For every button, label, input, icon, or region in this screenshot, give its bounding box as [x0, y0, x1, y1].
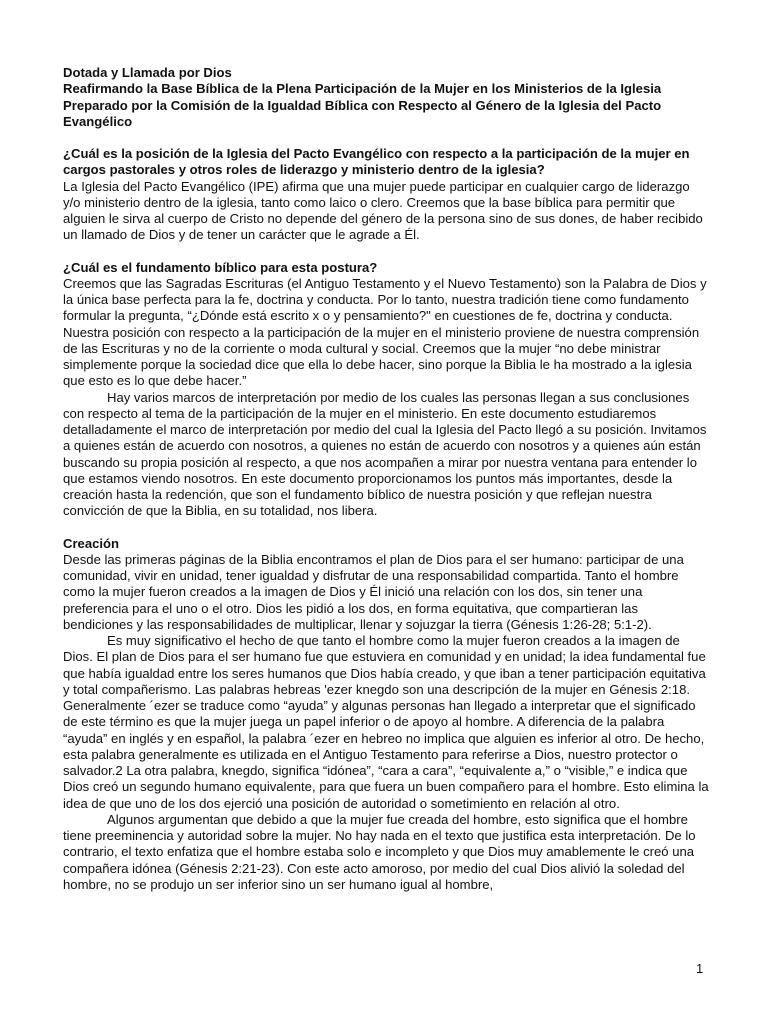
paragraph-biblical-basis-1: Creemos que las Sagradas Escrituras (el Antiguo Testamento y el Nuevo Testamento) son la Palabra de Dios y la única base perfecta para la fe, doctrina y conducta. Por lo tanto, nuestra tradición tiene como fundamento formular la pregunta, “¿Dónde está escrito x o y pensamiento?" en cuestiones de fe, doctrina y conducta. Nuestra posición con respecto a la participación de la mujer en el ministerio proviene de nuestra comprensión de las Escrituras y no de la corriente o moda cultural y social. Creemos que la mujer “no debe ministrar simplemente porque la sociedad dice que ella lo debe hacer, sino porque la Biblia le ha mostrado a la iglesia que esto es lo que debe hacer.” — [63, 275, 707, 389]
document-title: Dotada y Llamada por Dios — [63, 65, 232, 80]
section-heading-creation: Creación — [63, 535, 120, 551]
question-heading-position: ¿Cuál es la posición de la Iglesia del Pacto Evangélico con respecto a la participación de la mujer en cargos pastorales y otros roles de liderazgo y ministerio dentro de la iglesia? — [63, 146, 690, 178]
document-subtitle: Reafirmando la Base Bíblica de la Plena Participación de la Mujer en los Ministerios de la Iglesia — [63, 81, 662, 97]
paragraph-creation-2: Es muy significativo el hecho de que tanto el hombre como la mujer fueron creados a la imagen de Dios. El plan de Dios para el ser humano fue que estuviera en comunidad y en unidad; la idea fundamental fue que había igualdad entre los seres humanos que Dios había creado, y que iban a tener participación equitativa y total compañerismo. Las palabras hebreas 'ezer knegdo son una descripción de la mujer en Génesis 2:18. Generalmente ´ezer se traduce como “ayuda” y algunas personas han llegado a interpretar que el significado de este término es que la mujer juega un papel inferior o de apoyo al hombre. A diferencia de la palabra “ayuda” en inglés y en español, la palabra ´ezer en hebreo no implica que alguien es inferior al otro. De hecho, esta palabra generalmente es utilizada en el Antiguo Testamento para referirse a Dios, nuestro protector o salvador.2 La otra palabra, knegdo, significa “idónea”, “cara a cara”, “equivalente a,” o “visible,” e indica que Dios creó un segundo humano equivalente, para que fuera un buen compañero para el hombre. Esto elimina la idea de que uno de los dos ejerció una posición de autoridad o sometimiento en relación al otro. — [63, 633, 709, 811]
paragraph-creation-1: Desde las primeras páginas de la Biblia encontramos el plan de Dios para el ser humano: participar de una comunidad, vivir en unidad, tener igualdad y disfrutar de una responsabilidad compartida. Tanto el hombre como la mujer fueron creados a la imagen de Dios y Él inició una relación con los dos, sin tener una preferencia para el uno o el otro. Dios les pidió a los dos, en forma equitativa, que compartieran las bendiciones y las responsabilidades de multiplicar, llenar y sojuzgar la tierra (Génesis 1:26-28; 5:1-2). — [63, 551, 684, 632]
document-body — [63, 65, 709, 893]
answer-paragraph-position: La Iglesia del Pacto Evangélico (IPE) afirma que una mujer puede participar en cualquier cargo de liderazgo y/o ministerio dentro de la iglesia, tanto como laico o clero. Creemos que la base bíblica para permitir que alguien le sirva al cuerpo de Cristo no depende del género de la persona sino de sus dones, de haber recibido un llamado de Dios y de tener un carácter que le agrade a Él. — [63, 178, 703, 243]
prepared-by-line: Preparado por la Comisión de la Igualdad Bíblica con Respecto al Género de la Iglesia del Pacto Evangélico — [63, 97, 662, 129]
title-block — [63, 65, 709, 130]
paragraph-biblical-basis-2: Hay varios marcos de interpretación por medio de los cuales las personas llegan a sus conclusiones con respecto al tema de la participación de la mujer en el ministerio. En este documento estudiaremos detalladamente el marco de interpretación por medio del cual la Iglesia del Pacto llegó a su posición. Invitamos a quienes están de acuerdo con nosotros, a quienes no están de acuerdo con nosotros y a quienes aún están buscando su propia posición al respecto, a que nos acompañen a mirar por nuestra ventana para entender lo que estamos viendo nosotros. En este documento proporcionamos los puntos más importantes, desde la creación hasta la redención, que son el fundamento bíblico de nuestra posición y que reflejan nuestra convicción de que la Biblia, en su totalidad, nos libera. — [63, 389, 707, 519]
page-number: 1 — [696, 961, 704, 976]
paragraph-creation-3: Algunos argumentan que debido a que la mujer fue creada del hombre, esto significa que el hombre tiene preeminencia y autoridad sobre la mujer. No hay nada en el texto que justifica esta interpretación. De lo contrario, el texto enfatiza que el hombre estaba solo e incompleto y que Dios muy amablemente le creó una compañera idónea (Génesis 2:21-23). Con este acto amoroso, por medio del cual Dios alivió la soledad del hombre, no se produjo un ser inferior sino un ser humano igual al hombre, — [63, 811, 696, 892]
question-heading-biblical-basis: ¿Cuál es el fundamento bíblico para esta postura? — [63, 259, 378, 275]
